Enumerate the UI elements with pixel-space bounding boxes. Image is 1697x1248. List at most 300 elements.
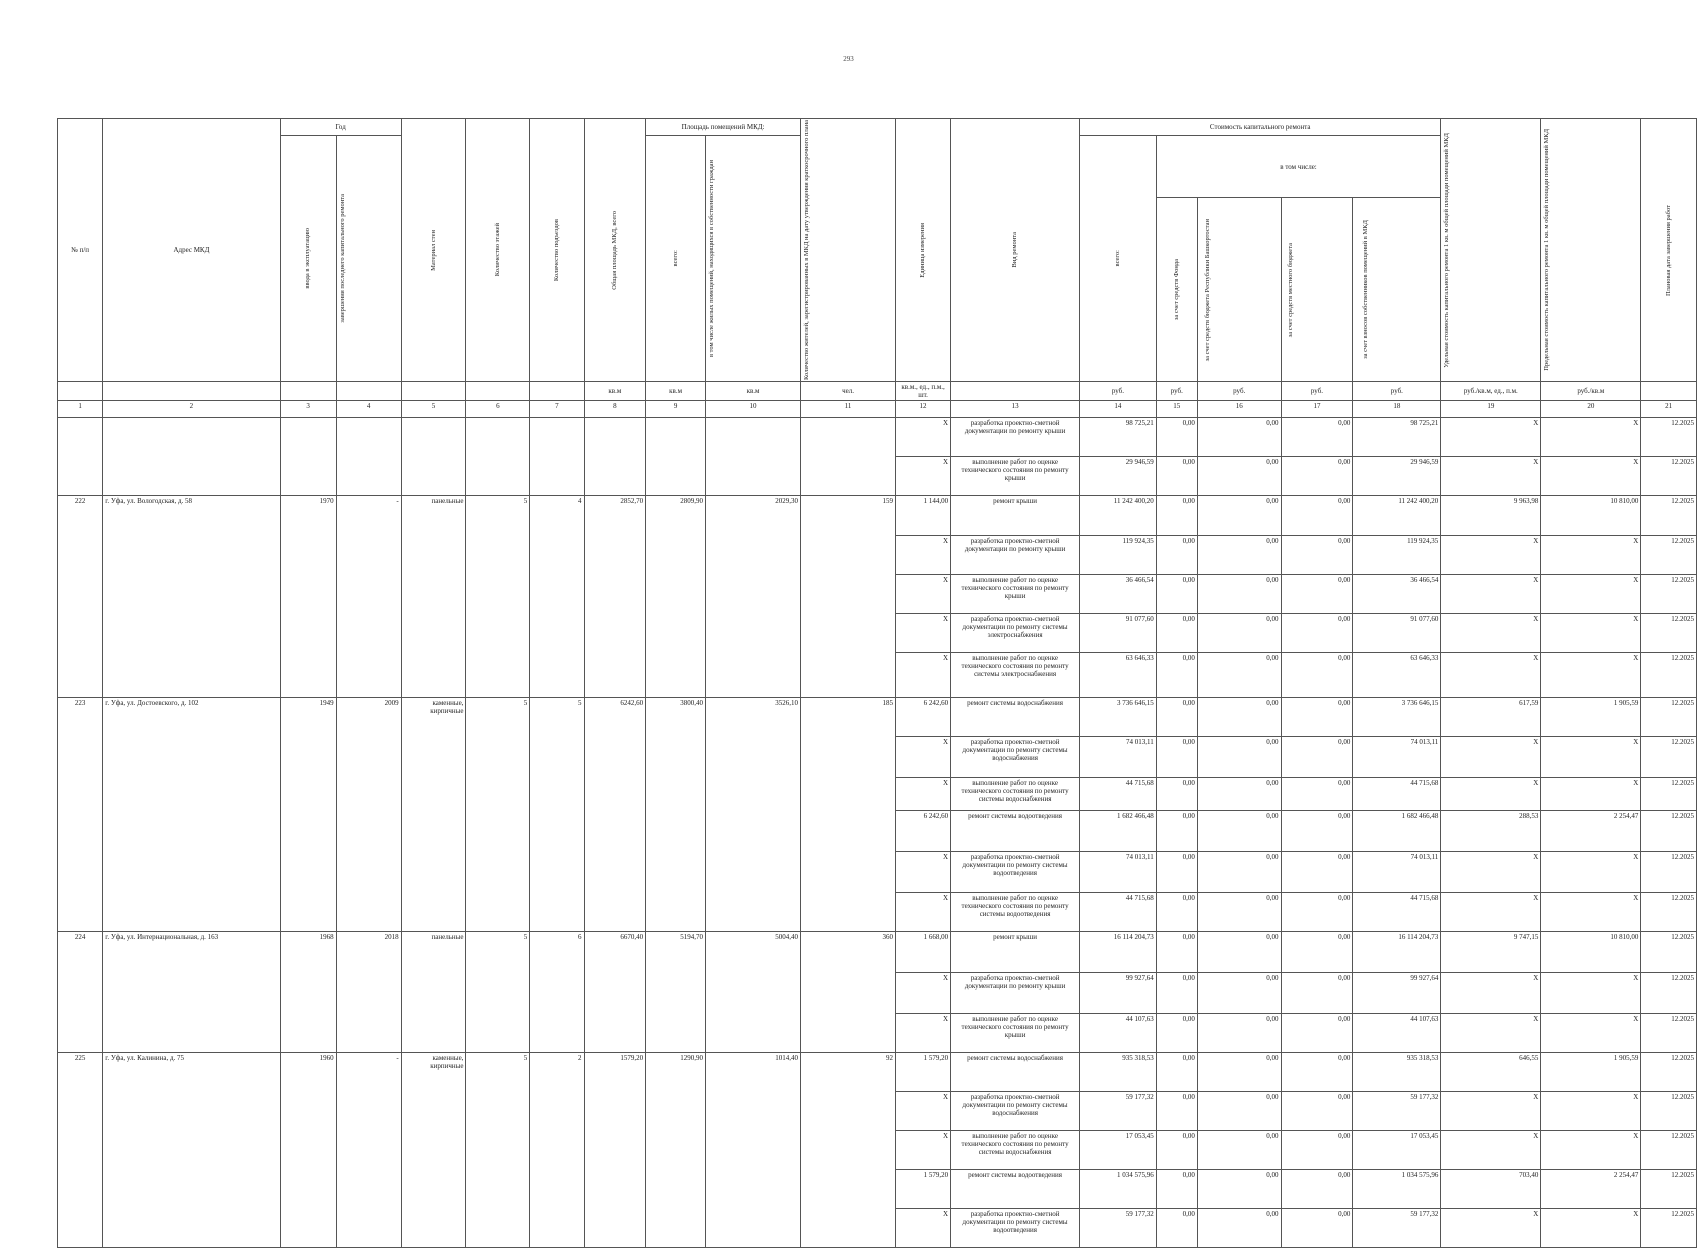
cell-max-cost: X bbox=[1541, 1131, 1641, 1170]
cell-work: выполнение работ по оценке технического состояния по ремонту системы водоотведения bbox=[951, 893, 1080, 932]
cell-max-cost: X bbox=[1541, 1092, 1641, 1131]
cell-work: разработка проектно-сметной документации по ремонту системы электроснабжения bbox=[951, 614, 1080, 653]
cell-fund: 0,00 bbox=[1156, 698, 1197, 737]
cell-total: 63 646,33 bbox=[1080, 653, 1157, 698]
cell-owners: 63 646,33 bbox=[1353, 653, 1441, 698]
table-header bbox=[58, 119, 1697, 418]
cell-total: 59 177,32 bbox=[1080, 1209, 1157, 1248]
col-num: 1 bbox=[58, 401, 103, 418]
cell-date: 12.2025 bbox=[1641, 932, 1697, 973]
cell-total: 935 318,53 bbox=[1080, 1053, 1157, 1092]
cell-date: 12.2025 bbox=[1641, 811, 1697, 852]
cell-local: 0,00 bbox=[1281, 811, 1353, 852]
cell-total: 59 177,32 bbox=[1080, 1092, 1157, 1131]
col-num: 16 bbox=[1197, 401, 1281, 418]
cell-residents: 92 bbox=[801, 1053, 896, 1248]
cell-owners: 935 318,53 bbox=[1353, 1053, 1441, 1092]
cell-fund: 0,00 bbox=[1156, 1209, 1197, 1248]
cell-fund: 0,00 bbox=[1156, 496, 1197, 536]
cell-local: 0,00 bbox=[1281, 1092, 1353, 1131]
cell-floors: 5 bbox=[466, 698, 530, 932]
cell-republic: 0,00 bbox=[1197, 575, 1281, 614]
cell-owners: 44 715,68 bbox=[1353, 893, 1441, 932]
cell-max-cost: X bbox=[1541, 536, 1641, 575]
cell-year-commission: 1968 bbox=[280, 932, 336, 1053]
cell-republic: 0,00 bbox=[1197, 653, 1281, 698]
cell-total-area: 6670,40 bbox=[584, 932, 646, 1053]
cell-floors: 5 bbox=[466, 1053, 530, 1248]
cell-unit-cost: X bbox=[1441, 973, 1541, 1014]
cell-unit: X bbox=[896, 418, 951, 457]
cell-year-commission: 1970 bbox=[280, 496, 336, 698]
cell-wall-material: панельные bbox=[401, 932, 466, 1053]
cell-republic: 0,00 bbox=[1197, 1131, 1281, 1170]
cell-work: выполнение работ по оценке технического состояния по ремонту системы водоснабжения bbox=[951, 778, 1080, 811]
table-row bbox=[58, 698, 1697, 737]
cell-fund: 0,00 bbox=[1156, 418, 1197, 457]
cell-year-last-repair: - bbox=[336, 1053, 401, 1248]
cell-owners: 1 682 466,48 bbox=[1353, 811, 1441, 852]
cell-work: ремонт системы водоснабжения bbox=[951, 698, 1080, 737]
cell-unit: X bbox=[896, 778, 951, 811]
unit-cost-owners: руб. bbox=[1353, 382, 1441, 401]
cell-work: выполнение работ по оценке технического состояния по ремонту крыши bbox=[951, 1014, 1080, 1053]
cell-republic: 0,00 bbox=[1197, 1053, 1281, 1092]
cell-wall-material: каменные, кирпичные bbox=[401, 1053, 466, 1248]
cell-unit-cost: X bbox=[1441, 893, 1541, 932]
cell-total-area: 6242,60 bbox=[584, 698, 646, 932]
cell-unit: X bbox=[896, 1014, 951, 1053]
cell-owners: 59 177,32 bbox=[1353, 1092, 1441, 1131]
cell-wall-material: панельные bbox=[401, 496, 466, 698]
cell-republic: 0,00 bbox=[1197, 973, 1281, 1014]
cell-local: 0,00 bbox=[1281, 653, 1353, 698]
header-work-type: Вид ремонта bbox=[951, 119, 1080, 382]
header-unit-cost: Удельная стоимость капитального ремонта 1 кв. м общей площади помещений МКД bbox=[1441, 119, 1541, 382]
cell-republic: 0,00 bbox=[1197, 893, 1281, 932]
cell-date: 12.2025 bbox=[1641, 973, 1697, 1014]
unit-cost-republic: руб. bbox=[1197, 382, 1281, 401]
cell-max-cost: 10 810,00 bbox=[1541, 932, 1641, 973]
cell-unit-cost: X bbox=[1441, 1092, 1541, 1131]
cell-local: 0,00 bbox=[1281, 1131, 1353, 1170]
cell-fund: 0,00 bbox=[1156, 1131, 1197, 1170]
col-num: 6 bbox=[466, 401, 530, 418]
cell-max-cost: 1 905,59 bbox=[1541, 1053, 1641, 1092]
cell-owners: 16 114 204,73 bbox=[1353, 932, 1441, 973]
header-cost-local: за счет средств местного бюджета bbox=[1281, 198, 1353, 382]
cell-local: 0,00 bbox=[1281, 852, 1353, 893]
cell-work: ремонт крыши bbox=[951, 932, 1080, 973]
cell-unit: 1 668,00 bbox=[896, 932, 951, 973]
cell-fund: 0,00 bbox=[1156, 893, 1197, 932]
cell-date: 12.2025 bbox=[1641, 1014, 1697, 1053]
header-residents: Количество жителей, зарегистрированных в МКД на дату утверждения краткосрочного плана bbox=[801, 119, 896, 382]
cell-owners: 44 715,68 bbox=[1353, 778, 1441, 811]
cell-work: выполнение работ по оценке технического состояния по ремонту крыши bbox=[951, 575, 1080, 614]
cell-fund: 0,00 bbox=[1156, 1014, 1197, 1053]
cell-max-cost: 1 905,59 bbox=[1541, 698, 1641, 737]
cell-date: 12.2025 bbox=[1641, 1092, 1697, 1131]
unit-max-cost: руб./кв.м bbox=[1541, 382, 1641, 401]
cell-local: 0,00 bbox=[1281, 614, 1353, 653]
header-cost-republic: за счет средств бюджета Республики Башкортостан bbox=[1197, 198, 1281, 382]
cell-date: 12.2025 bbox=[1641, 496, 1697, 536]
col-num: 2 bbox=[103, 401, 280, 418]
header-total-area: Общая площадь МКД, всего bbox=[584, 119, 646, 382]
cell-unit-cost: X bbox=[1441, 614, 1541, 653]
cell-date: 12.2025 bbox=[1641, 1053, 1697, 1092]
cell-floors: 5 bbox=[466, 496, 530, 698]
header-num: № п/п bbox=[58, 119, 103, 382]
cell-local: 0,00 bbox=[1281, 893, 1353, 932]
cell-premises-total: 2809,90 bbox=[646, 496, 706, 698]
header-premises-group: Площадь помещений МКД: bbox=[646, 119, 801, 136]
cell-unit: X bbox=[896, 893, 951, 932]
cell-num: 222 bbox=[58, 496, 103, 698]
col-num: 17 bbox=[1281, 401, 1353, 418]
cell-year-last-repair: - bbox=[336, 496, 401, 698]
cell-total: 36 466,54 bbox=[1080, 575, 1157, 614]
cell-local: 0,00 bbox=[1281, 536, 1353, 575]
cell-local: 0,00 bbox=[1281, 1053, 1353, 1092]
cell-unit-cost: 288,53 bbox=[1441, 811, 1541, 852]
cell-unit: 1 579,20 bbox=[896, 1170, 951, 1209]
cell-republic: 0,00 bbox=[1197, 457, 1281, 496]
cell-max-cost: X bbox=[1541, 653, 1641, 698]
cell-local: 0,00 bbox=[1281, 1014, 1353, 1053]
header-premises-total: всего: bbox=[646, 136, 706, 382]
cell-local: 0,00 bbox=[1281, 496, 1353, 536]
col-num: 14 bbox=[1080, 401, 1157, 418]
cell-local: 0,00 bbox=[1281, 418, 1353, 457]
cell-unit-cost: X bbox=[1441, 1209, 1541, 1248]
cell-work: ремонт системы водоотведения bbox=[951, 1170, 1080, 1209]
cell-max-cost: X bbox=[1541, 1014, 1641, 1053]
cell-unit-cost: 646,55 bbox=[1441, 1053, 1541, 1092]
cell-unit-cost: X bbox=[1441, 1131, 1541, 1170]
cell-owners: 99 927,64 bbox=[1353, 973, 1441, 1014]
cell-total: 29 946,59 bbox=[1080, 457, 1157, 496]
cell-date: 12.2025 bbox=[1641, 778, 1697, 811]
cell-work: ремонт крыши bbox=[951, 496, 1080, 536]
cell-fund: 0,00 bbox=[1156, 737, 1197, 778]
cell-unit-cost: 703,40 bbox=[1441, 1170, 1541, 1209]
cell-date: 12.2025 bbox=[1641, 1170, 1697, 1209]
cell-owners: 3 736 646,15 bbox=[1353, 698, 1441, 737]
cell-fund: 0,00 bbox=[1156, 536, 1197, 575]
cell-republic: 0,00 bbox=[1197, 1014, 1281, 1053]
cell-address: г. Уфа, ул. Вологодская, д. 58 bbox=[103, 496, 280, 698]
header-cost-group: Стоимость капитального ремонта bbox=[1080, 119, 1441, 136]
cell-fund: 0,00 bbox=[1156, 778, 1197, 811]
column-numbers-row bbox=[58, 401, 1697, 418]
col-num: 19 bbox=[1441, 401, 1541, 418]
col-num: 10 bbox=[706, 401, 801, 418]
cell-total: 74 013,11 bbox=[1080, 852, 1157, 893]
cell-work: ремонт системы водоснабжения bbox=[951, 1053, 1080, 1092]
cell-total: 44 715,68 bbox=[1080, 893, 1157, 932]
cell-total: 3 736 646,15 bbox=[1080, 698, 1157, 737]
cell-unit-cost: X bbox=[1441, 852, 1541, 893]
cell-max-cost: X bbox=[1541, 575, 1641, 614]
cell-republic: 0,00 bbox=[1197, 1092, 1281, 1131]
cell-owners: 91 077,60 bbox=[1353, 614, 1441, 653]
cell-local: 0,00 bbox=[1281, 1170, 1353, 1209]
header-address: Адрес МКД bbox=[103, 119, 280, 382]
cell-unit-cost: X bbox=[1441, 1014, 1541, 1053]
cell-max-cost: X bbox=[1541, 778, 1641, 811]
cell-total: 17 053,45 bbox=[1080, 1131, 1157, 1170]
cell-entrances: 5 bbox=[530, 698, 584, 932]
cell-date: 12.2025 bbox=[1641, 1209, 1697, 1248]
header-unit: Единица измерения bbox=[896, 119, 951, 382]
cell-work: разработка проектно-сметной документации по ремонту системы водоотведения bbox=[951, 852, 1080, 893]
cell-date: 12.2025 bbox=[1641, 698, 1697, 737]
cell-republic: 0,00 bbox=[1197, 536, 1281, 575]
cell-work: выполнение работ по оценке технического состояния по ремонту системы водоснабжения bbox=[951, 1131, 1080, 1170]
cell-max-cost: 10 810,00 bbox=[1541, 496, 1641, 536]
cell-year-commission: 1949 bbox=[280, 698, 336, 932]
cell-date: 12.2025 bbox=[1641, 1131, 1697, 1170]
cell-premises-owned: 1014,40 bbox=[706, 1053, 801, 1248]
cell-total: 98 725,21 bbox=[1080, 418, 1157, 457]
cell-unit-cost: X bbox=[1441, 778, 1541, 811]
unit-cost-local: руб. bbox=[1281, 382, 1353, 401]
cell-republic: 0,00 bbox=[1197, 811, 1281, 852]
header-cost-total: всего: bbox=[1080, 136, 1157, 382]
col-num: 15 bbox=[1156, 401, 1197, 418]
col-num: 7 bbox=[530, 401, 584, 418]
cell-unit: 1 144,00 bbox=[896, 496, 951, 536]
cell-owners: 98 725,21 bbox=[1353, 418, 1441, 457]
cell-work: ремонт системы водоотведения bbox=[951, 811, 1080, 852]
cell-max-cost: 2 254,47 bbox=[1541, 811, 1641, 852]
unit-premises-total: кв.м bbox=[646, 382, 706, 401]
cell-max-cost: X bbox=[1541, 457, 1641, 496]
cell-owners: 44 107,63 bbox=[1353, 1014, 1441, 1053]
cell-local: 0,00 bbox=[1281, 737, 1353, 778]
units-row bbox=[58, 382, 1697, 401]
cell-num: 225 bbox=[58, 1053, 103, 1248]
cell-date: 12.2025 bbox=[1641, 852, 1697, 893]
cell-local: 0,00 bbox=[1281, 973, 1353, 1014]
cell-unit: 1 579,20 bbox=[896, 1053, 951, 1092]
cell-unit: X bbox=[896, 1209, 951, 1248]
cell-max-cost: X bbox=[1541, 1209, 1641, 1248]
cell-local: 0,00 bbox=[1281, 698, 1353, 737]
col-num: 8 bbox=[584, 401, 646, 418]
cell-republic: 0,00 bbox=[1197, 852, 1281, 893]
header-cost-owners: за счет взносов собственников помещений в МКД bbox=[1353, 198, 1441, 382]
cell-unit-cost: X bbox=[1441, 536, 1541, 575]
cell-work: разработка проектно-сметной документации по ремонту системы водоотведения bbox=[951, 1209, 1080, 1248]
cell-unit: 6 242,60 bbox=[896, 811, 951, 852]
cell-unit-cost: 617,59 bbox=[1441, 698, 1541, 737]
cell-num: 223 bbox=[58, 698, 103, 932]
cell-unit: 6 242,60 bbox=[896, 698, 951, 737]
unit-cost-total: руб. bbox=[1080, 382, 1157, 401]
cell-max-cost: X bbox=[1541, 418, 1641, 457]
unit-residents: чел. bbox=[801, 382, 896, 401]
cell-wall-material: каменные, кирпичные bbox=[401, 698, 466, 932]
cell-fund: 0,00 bbox=[1156, 653, 1197, 698]
cell-date: 12.2025 bbox=[1641, 614, 1697, 653]
cell-date: 12.2025 bbox=[1641, 575, 1697, 614]
cell-residents: 360 bbox=[801, 932, 896, 1053]
cell-owners: 29 946,59 bbox=[1353, 457, 1441, 496]
header-premises-owned: в том числе жилых помещений, находящихся в собственности граждан bbox=[706, 136, 801, 382]
cell-premises-owned: 5004,40 bbox=[706, 932, 801, 1053]
cell-owners: 36 466,54 bbox=[1353, 575, 1441, 614]
cell-max-cost: X bbox=[1541, 893, 1641, 932]
cell-fund: 0,00 bbox=[1156, 852, 1197, 893]
cell-residents: 159 bbox=[801, 496, 896, 698]
cell-owners: 74 013,11 bbox=[1353, 852, 1441, 893]
cell-unit: X bbox=[896, 973, 951, 1014]
cell-year-last-repair: 2018 bbox=[336, 932, 401, 1053]
cell-premises-total: 5194,70 bbox=[646, 932, 706, 1053]
cell-unit-cost: X bbox=[1441, 418, 1541, 457]
cell-unit-cost: 9 747,15 bbox=[1441, 932, 1541, 973]
col-num: 4 bbox=[336, 401, 401, 418]
col-num: 12 bbox=[896, 401, 951, 418]
cell-fund: 0,00 bbox=[1156, 575, 1197, 614]
cell-num: 224 bbox=[58, 932, 103, 1053]
cell-unit: X bbox=[896, 1092, 951, 1131]
cell-local: 0,00 bbox=[1281, 932, 1353, 973]
cell-unit: X bbox=[896, 852, 951, 893]
cell-unit-cost: X bbox=[1441, 457, 1541, 496]
cell-unit: X bbox=[896, 457, 951, 496]
cell-republic: 0,00 bbox=[1197, 1170, 1281, 1209]
cell-local: 0,00 bbox=[1281, 1209, 1353, 1248]
cell-owners: 59 177,32 bbox=[1353, 1209, 1441, 1248]
table-row bbox=[58, 496, 1697, 536]
cell-unit-cost: X bbox=[1441, 653, 1541, 698]
cell-max-cost: X bbox=[1541, 614, 1641, 653]
cell-fund: 0,00 bbox=[1156, 614, 1197, 653]
cell-year-last-repair: 2009 bbox=[336, 698, 401, 932]
header-deadline: Плановая дата завершения работ bbox=[1641, 119, 1697, 382]
cell-total: 16 114 204,73 bbox=[1080, 932, 1157, 973]
cell-unit: X bbox=[896, 575, 951, 614]
cell-date: 12.2025 bbox=[1641, 536, 1697, 575]
col-num: 13 bbox=[951, 401, 1080, 418]
cell-fund: 0,00 bbox=[1156, 1092, 1197, 1131]
col-num: 11 bbox=[801, 401, 896, 418]
cell-total-area: 2852,70 bbox=[584, 496, 646, 698]
cell-total: 74 013,11 bbox=[1080, 737, 1157, 778]
cell-unit: X bbox=[896, 653, 951, 698]
cell-unit: X bbox=[896, 614, 951, 653]
cell-max-cost: 2 254,47 bbox=[1541, 1170, 1641, 1209]
unit-unit: кв.м., ед., п.м., шт. bbox=[896, 382, 951, 401]
col-num: 18 bbox=[1353, 401, 1441, 418]
cell-owners: 74 013,11 bbox=[1353, 737, 1441, 778]
cell-unit-cost: X bbox=[1441, 575, 1541, 614]
cell-owners: 119 924,35 bbox=[1353, 536, 1441, 575]
cell-work: выполнение работ по оценке технического состояния по ремонту системы электроснабжения bbox=[951, 653, 1080, 698]
cell-total: 91 077,60 bbox=[1080, 614, 1157, 653]
col-num: 3 bbox=[280, 401, 336, 418]
cell-work: выполнение работ по оценке технического состояния по ремонту крыши bbox=[951, 457, 1080, 496]
cell-work: разработка проектно-сметной документации по ремонту крыши bbox=[951, 536, 1080, 575]
cell-fund: 0,00 bbox=[1156, 811, 1197, 852]
cell-date: 12.2025 bbox=[1641, 737, 1697, 778]
cell-fund: 0,00 bbox=[1156, 1170, 1197, 1209]
cell-date: 12.2025 bbox=[1641, 653, 1697, 698]
cell-year-commission: 1960 bbox=[280, 1053, 336, 1248]
header-year-group: Год bbox=[280, 119, 401, 136]
unit-premises-owned: кв.м bbox=[706, 382, 801, 401]
cell-total: 119 924,35 bbox=[1080, 536, 1157, 575]
cell-date: 12.2025 bbox=[1641, 457, 1697, 496]
cell-floors: 5 bbox=[466, 932, 530, 1053]
cell-republic: 0,00 bbox=[1197, 698, 1281, 737]
header-cost-fund: за счет средств Фонда bbox=[1156, 198, 1197, 382]
cell-owners: 17 053,45 bbox=[1353, 1131, 1441, 1170]
col-num: 5 bbox=[401, 401, 466, 418]
cell-max-cost: X bbox=[1541, 737, 1641, 778]
table-body bbox=[58, 418, 1697, 1248]
cell-total: 44 107,63 bbox=[1080, 1014, 1157, 1053]
cell-premises-total: 1290,90 bbox=[646, 1053, 706, 1248]
table-row bbox=[58, 418, 1697, 457]
cell-address: г. Уфа, ул. Достоевского, д. 102 bbox=[103, 698, 280, 932]
col-num: 20 bbox=[1541, 401, 1641, 418]
unit-unit-cost: руб./кв.м, ед., п.м. bbox=[1441, 382, 1541, 401]
cell-work: разработка проектно-сметной документации по ремонту крыши bbox=[951, 418, 1080, 457]
capital-repair-table bbox=[57, 118, 1697, 1248]
cell-entrances: 6 bbox=[530, 932, 584, 1053]
cell-work: разработка проектно-сметной документации по ремонту системы водоснабжения bbox=[951, 1092, 1080, 1131]
cell-republic: 0,00 bbox=[1197, 1209, 1281, 1248]
cell-total-area: 1579,20 bbox=[584, 1053, 646, 1248]
header-max-cost: Предельная стоимость капитального ремонта 1 кв. м общей площади помещений МКД bbox=[1541, 119, 1641, 382]
header-year-commission: ввода в эксплуатацию bbox=[280, 136, 336, 382]
cell-fund: 0,00 bbox=[1156, 973, 1197, 1014]
header-year-last-repair: завершения последнего капитального ремонта bbox=[336, 136, 401, 382]
cell-unit: X bbox=[896, 536, 951, 575]
cell-total: 1 034 575,96 bbox=[1080, 1170, 1157, 1209]
table-row bbox=[58, 1053, 1697, 1092]
cell-unit: X bbox=[896, 737, 951, 778]
cell-entrances: 2 bbox=[530, 1053, 584, 1248]
cell-fund: 0,00 bbox=[1156, 932, 1197, 973]
cell-republic: 0,00 bbox=[1197, 614, 1281, 653]
cell-max-cost: X bbox=[1541, 852, 1641, 893]
unit-total-area: кв.м bbox=[584, 382, 646, 401]
cell-work: разработка проектно-сметной документации по ремонту системы водоснабжения bbox=[951, 737, 1080, 778]
cell-republic: 0,00 bbox=[1197, 737, 1281, 778]
col-num: 21 bbox=[1641, 401, 1697, 418]
cell-total: 99 927,64 bbox=[1080, 973, 1157, 1014]
cell-unit-cost: X bbox=[1441, 737, 1541, 778]
cell-premises-total: 3800,40 bbox=[646, 698, 706, 932]
cell-fund: 0,00 bbox=[1156, 1053, 1197, 1092]
cell-owners: 1 034 575,96 bbox=[1353, 1170, 1441, 1209]
cell-max-cost: X bbox=[1541, 973, 1641, 1014]
header-including: в том числе: bbox=[1156, 136, 1441, 198]
unit-cost-fund: руб. bbox=[1156, 382, 1197, 401]
cell-republic: 0,00 bbox=[1197, 778, 1281, 811]
cell-date: 12.2025 bbox=[1641, 893, 1697, 932]
cell-local: 0,00 bbox=[1281, 575, 1353, 614]
header-entrances: Количество подъездов bbox=[530, 119, 584, 382]
cell-total: 1 682 466,48 bbox=[1080, 811, 1157, 852]
cell-owners: 11 242 400,20 bbox=[1353, 496, 1441, 536]
